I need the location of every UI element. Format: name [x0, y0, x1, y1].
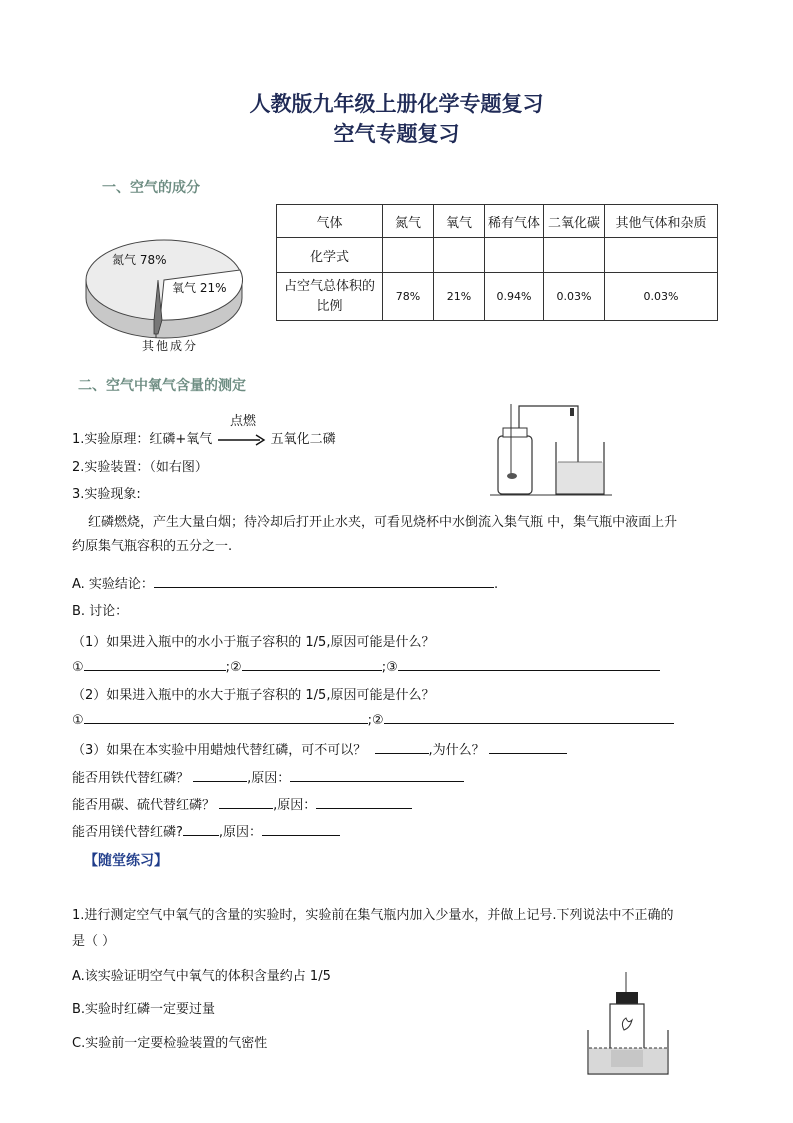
answer-line-1 [72, 658, 660, 675]
answer-blank[interactable] [384, 711, 674, 724]
principle-line [72, 428, 336, 447]
reaction-condition: 点燃 [230, 414, 257, 429]
page-subtitle: 空气专题复习 [333, 121, 460, 146]
table-cell: 0.94% [485, 273, 544, 321]
practice-question-1-end: 是（ ） [72, 934, 116, 949]
table-cell [383, 238, 434, 273]
table-header-cell: 氧气 [434, 205, 485, 238]
answer-line-2 [72, 711, 674, 728]
pie-label-other: 其他成分 [142, 339, 199, 353]
table-row-label: 化学式 [277, 238, 383, 273]
circle-2: ② [372, 713, 384, 728]
conclusion-end: . [493, 577, 499, 592]
jar-water [611, 1050, 643, 1067]
answer-blank[interactable] [489, 741, 567, 754]
answer-blank[interactable] [193, 769, 247, 782]
table-cell: 0.03% [605, 273, 718, 321]
pie-label-oxygen: 氧气 21% [172, 281, 227, 295]
apparatus-diagram [490, 402, 615, 500]
apparatus-line: 2.实验装置：（如右图） [72, 460, 208, 475]
conclusion-line [72, 573, 498, 592]
answer-blank[interactable] [242, 658, 382, 671]
principle-product: 五氧化二磷 [270, 432, 336, 447]
question-iron [72, 767, 464, 786]
reaction-arrow [216, 433, 266, 447]
table-header-cell: 二氧化碳 [544, 205, 605, 238]
separator: ; [225, 660, 231, 675]
beaker-water [557, 462, 603, 493]
question-3 [72, 739, 567, 758]
answer-blank[interactable] [183, 823, 219, 836]
answer-blank[interactable] [219, 796, 273, 809]
reason-label: ,原因： [247, 771, 291, 786]
table-row-label: 占空气总体积的比例 [277, 273, 383, 321]
discussion-label: B. 讨论： [72, 604, 129, 619]
reason-label: ,原因： [273, 798, 317, 813]
circle-1: ① [72, 660, 84, 675]
conclusion-blank[interactable] [154, 575, 494, 588]
table-header-cell: 气体 [277, 205, 383, 238]
phenomenon-label: 3.实验现象: [72, 487, 141, 502]
connecting-tube [519, 406, 578, 462]
circle-2: ② [230, 660, 242, 675]
option-c[interactable]: C.实验前一定要检验装置的气密性 [72, 1036, 268, 1051]
phenomenon-text-1: 红磷燃烧，产生大量白烟；待冷却后打开止水夹，可看见烧杯中水倒流入集气瓶 中，集气瓶中液面上升 [88, 515, 678, 530]
table-cell [485, 238, 544, 273]
answer-blank[interactable] [398, 658, 660, 671]
separator: ; [367, 713, 373, 728]
table-header-cell: 氮气 [383, 205, 434, 238]
principle-reactants: 1.实验原理：红磷+氧气 [72, 432, 213, 447]
question-1: （1）如果进入瓶中的水小于瓶子容积的 1/5,原因可能是什么？ [72, 635, 435, 650]
question-3-why: ,为什么？ [428, 743, 485, 758]
gas-jar [498, 436, 532, 494]
table-cell: 78% [383, 273, 434, 321]
circle-1: ① [72, 713, 84, 728]
table-cell [434, 238, 485, 273]
section-heading-oxygen-measurement: 二、空气中氧气含量的测定 [78, 378, 246, 394]
answer-blank[interactable] [84, 658, 226, 671]
practice-apparatus-diagram [580, 970, 675, 1080]
circle-3: ③ [386, 660, 398, 675]
conclusion-label: A. 实验结论： [72, 577, 154, 592]
separator: ; [381, 660, 387, 675]
answer-blank[interactable] [375, 741, 429, 754]
answer-blank[interactable] [290, 769, 464, 782]
practice-heading: 【随堂练习】 [84, 853, 168, 869]
question-carbon-text: 能否用碳、硫代替红磷？ [72, 798, 216, 813]
table-cell: 0.03% [544, 273, 605, 321]
air-composition-table [276, 204, 718, 321]
answer-blank[interactable] [262, 823, 340, 836]
pie-label-nitrogen: 氮气 78% [112, 253, 167, 267]
phenomenon-text-2: 约原集气瓶容积的五分之一. [72, 539, 233, 554]
question-3-text: （3）如果在本实验中用蜡烛代替红磷，可不可以？ [72, 743, 367, 758]
table-header-cell: 其他气体和杂质 [605, 205, 718, 238]
option-b[interactable]: B.实验时红磷一定要过量 [72, 1002, 216, 1017]
page-title: 人教版九年级上册化学专题复习 [249, 91, 544, 116]
flame [622, 1018, 632, 1030]
table-cell [544, 238, 605, 273]
question-iron-text: 能否用铁代替红磷？ [72, 771, 190, 786]
table-cell [605, 238, 718, 273]
option-a[interactable]: A.该实验证明空气中氧气的体积含量约占 1/5 [72, 969, 331, 984]
question-mg-text: 能否用镁代替红磷? [72, 825, 183, 840]
question-carbon-sulfur [72, 794, 412, 813]
clamp [570, 408, 574, 416]
section-heading-composition: 一、空气的成分 [102, 180, 200, 196]
answer-blank[interactable] [84, 711, 368, 724]
red-phosphorus [507, 473, 517, 479]
stopper [503, 428, 527, 437]
question-2: （2）如果进入瓶中的水大于瓶子容积的 1/5,原因可能是什么？ [72, 688, 435, 703]
question-magnesium [72, 821, 340, 840]
reason-label: ,原因： [218, 825, 263, 840]
table-cell: 21% [434, 273, 485, 321]
jar-stopper [616, 992, 638, 1004]
answer-blank[interactable] [316, 796, 412, 809]
practice-question-1: 1.进行测定空气中氧气的含量的实验时，实验前在集气瓶内加入少量水，并做上记号.下列说法中不正确的 [72, 908, 674, 923]
table-header-cell: 稀有气体 [485, 205, 544, 238]
